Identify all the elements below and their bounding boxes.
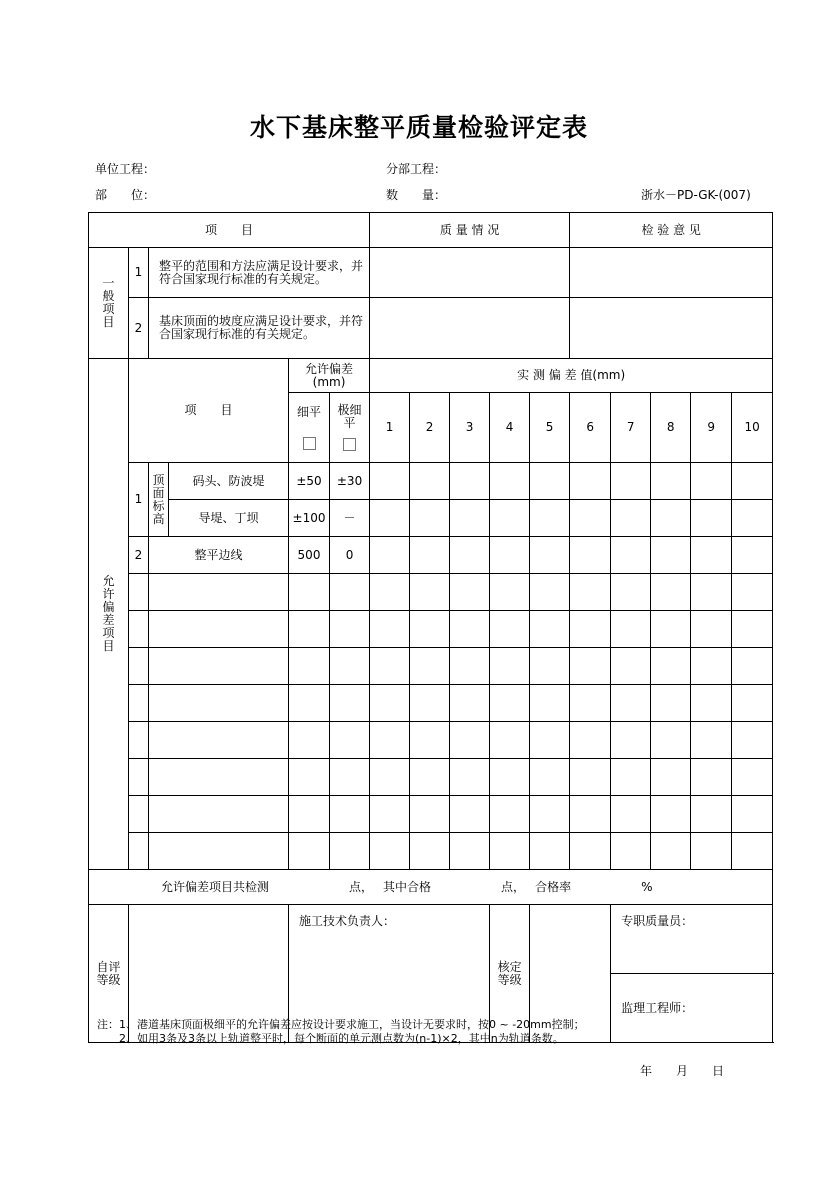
- measure-cell[interactable]: [370, 685, 410, 722]
- measure-cell[interactable]: [450, 833, 490, 870]
- measure-cell[interactable]: [370, 759, 410, 796]
- measure-cell[interactable]: [370, 833, 410, 870]
- measure-col-header: 10: [732, 393, 773, 463]
- measure-cell[interactable]: [410, 611, 450, 648]
- measure-cell[interactable]: [651, 759, 691, 796]
- measure-cell[interactable]: [370, 796, 410, 833]
- measure-cell[interactable]: [611, 574, 651, 611]
- measure-cell[interactable]: [732, 611, 773, 648]
- measure-cell[interactable]: [530, 574, 570, 611]
- measure-cell[interactable]: [370, 574, 410, 611]
- measure-cell[interactable]: [570, 722, 611, 759]
- extra-fine-value: 0: [330, 537, 370, 574]
- measure-cell[interactable]: [732, 500, 773, 537]
- measure-cell[interactable]: [530, 648, 570, 685]
- blank-row: [89, 611, 773, 648]
- summary-percent: %: [641, 879, 653, 894]
- item-name: 导堤、丁坝: [169, 500, 289, 537]
- measure-cell[interactable]: [691, 722, 732, 759]
- blank-row: [89, 685, 773, 722]
- blank-row: [89, 833, 773, 870]
- general-item-no: 2: [129, 298, 149, 359]
- item-name: 码头、防波堤: [169, 463, 289, 500]
- measure-cell[interactable]: [490, 833, 530, 870]
- verify-label: 核定等级: [490, 905, 530, 1043]
- form-code: 浙水－PD-GK-(007): [641, 188, 751, 202]
- measure-cell[interactable]: [450, 759, 490, 796]
- measure-cell[interactable]: [691, 833, 732, 870]
- measure-cell[interactable]: [450, 611, 490, 648]
- notes: [97, 1018, 585, 1046]
- measure-cell[interactable]: [691, 685, 732, 722]
- measure-cell[interactable]: [611, 537, 651, 574]
- measure-cell[interactable]: [410, 648, 450, 685]
- measure-cell[interactable]: [570, 574, 611, 611]
- measure-cell[interactable]: [570, 796, 611, 833]
- opinion-cell[interactable]: [570, 298, 773, 359]
- inspection-table: [88, 212, 773, 1043]
- measure-cell[interactable]: [490, 722, 530, 759]
- measure-cell[interactable]: [450, 685, 490, 722]
- measure-cell[interactable]: [410, 463, 450, 500]
- measure-cell[interactable]: [570, 463, 611, 500]
- measure-cell[interactable]: [530, 796, 570, 833]
- measure-cell[interactable]: [732, 574, 773, 611]
- measure-cell[interactable]: [450, 500, 490, 537]
- measure-col-header: 5: [530, 393, 570, 463]
- measure-cell[interactable]: [490, 463, 530, 500]
- measure-cell[interactable]: [611, 611, 651, 648]
- quality-cell[interactable]: [370, 248, 570, 298]
- measure-cell[interactable]: [651, 463, 691, 500]
- measure-cell[interactable]: [651, 574, 691, 611]
- summary-qualified: 其中合格: [383, 879, 432, 894]
- unit-project-label: 单位工程：: [95, 162, 156, 176]
- measure-cell[interactable]: [530, 500, 570, 537]
- measure-cell[interactable]: [530, 685, 570, 722]
- measure-cell[interactable]: [651, 611, 691, 648]
- blank-row: [89, 759, 773, 796]
- measure-cell[interactable]: [370, 611, 410, 648]
- general-item-no: 1: [129, 248, 149, 298]
- fine-value: 500: [289, 537, 330, 574]
- fine-label: 细平: [296, 404, 321, 419]
- measure-cell[interactable]: [691, 500, 732, 537]
- measure-cell[interactable]: [530, 463, 570, 500]
- measure-col-header: 4: [490, 393, 530, 463]
- measure-cell[interactable]: [732, 833, 773, 870]
- measure-cell[interactable]: [570, 648, 611, 685]
- col-quality-header: 质 量 情 况: [370, 213, 570, 248]
- blank-row: [89, 796, 773, 833]
- measure-cell[interactable]: [651, 685, 691, 722]
- quality-cell[interactable]: [370, 298, 570, 359]
- measure-cell[interactable]: [410, 796, 450, 833]
- measure-cell[interactable]: [370, 537, 410, 574]
- tolerance-items-label: 允许偏差项目: [89, 359, 129, 870]
- measure-cell[interactable]: [732, 648, 773, 685]
- measure-cell[interactable]: [732, 722, 773, 759]
- col-opinion-header: 检 验 意 见: [570, 213, 773, 248]
- measure-cell[interactable]: [530, 611, 570, 648]
- measure-cell[interactable]: [691, 759, 732, 796]
- measure-cell[interactable]: [611, 463, 651, 500]
- tech-lead-label: 施工技术负责人：: [299, 914, 396, 928]
- fine-header: [289, 393, 330, 463]
- measure-cell[interactable]: [370, 463, 410, 500]
- measure-cell[interactable]: [370, 648, 410, 685]
- measure-col-header: 1: [370, 393, 410, 463]
- measure-cell[interactable]: [490, 574, 530, 611]
- extra-fine-checkbox[interactable]: [343, 438, 356, 451]
- measure-cell[interactable]: [490, 685, 530, 722]
- blank-row: [89, 722, 773, 759]
- measured-header: 实 测 偏 差 值(mm): [370, 359, 773, 393]
- surface-item-no: 1: [129, 463, 149, 537]
- general-item-text: 基床顶面的坡度应满足设计要求，并符合国家现行标准的有关规定。: [149, 298, 370, 359]
- measure-cell[interactable]: [410, 833, 450, 870]
- quantity-label: 数 量：: [386, 188, 447, 202]
- measure-cell[interactable]: [651, 722, 691, 759]
- blank-row: [89, 648, 773, 685]
- measure-cell[interactable]: [691, 648, 732, 685]
- part-label: 部 位：: [95, 188, 156, 202]
- measure-cell[interactable]: [732, 759, 773, 796]
- summary-points2: 点，: [501, 879, 526, 894]
- measure-cell[interactable]: [410, 722, 450, 759]
- edge-item-no: 2: [129, 537, 149, 574]
- measure-cell[interactable]: [410, 574, 450, 611]
- col-item-header: 项 目: [89, 213, 370, 248]
- measure-cell[interactable]: [450, 796, 490, 833]
- measure-cell[interactable]: [651, 500, 691, 537]
- measure-cell[interactable]: [490, 759, 530, 796]
- measure-cell[interactable]: [450, 574, 490, 611]
- measure-cell[interactable]: [691, 537, 732, 574]
- blank-row: [89, 574, 773, 611]
- measure-cell[interactable]: [611, 722, 651, 759]
- measure-col-header: 2: [410, 393, 450, 463]
- measure-cell[interactable]: [450, 537, 490, 574]
- fine-value: ±50: [289, 463, 330, 500]
- measure-cell[interactable]: [530, 722, 570, 759]
- measure-cell[interactable]: [611, 648, 651, 685]
- measure-col-header: 9: [691, 393, 732, 463]
- fine-value: ±100: [289, 500, 330, 537]
- extra-fine-header: [330, 393, 370, 463]
- measure-cell[interactable]: [732, 537, 773, 574]
- measure-col-header: 7: [611, 393, 651, 463]
- general-items-label: 一般项目: [89, 248, 129, 359]
- quality-officer-label: 专职质量员：: [621, 914, 694, 928]
- measure-col-header: 6: [570, 393, 611, 463]
- extra-fine-label: 极细平: [337, 403, 362, 430]
- measure-cell[interactable]: [611, 833, 651, 870]
- measure-cell[interactable]: [570, 833, 611, 870]
- measure-cell[interactable]: [732, 685, 773, 722]
- measure-cell[interactable]: [651, 537, 691, 574]
- measure-cell[interactable]: [450, 463, 490, 500]
- summary-points: 点，: [349, 879, 374, 894]
- measure-cell[interactable]: [570, 685, 611, 722]
- summary-rate: 合格率: [535, 879, 572, 894]
- opinion-cell[interactable]: [570, 248, 773, 298]
- surface-label: 顶面标高: [149, 463, 169, 537]
- summary-total: 允许偏差项目共检测: [161, 879, 270, 894]
- note-2: 2、如用3条及3条以上轨道整平时，每个断面的单元测点数为(n-1)×2，其中n为轨道条数。: [97, 1032, 564, 1045]
- measure-cell[interactable]: [490, 796, 530, 833]
- measure-cell[interactable]: [611, 685, 651, 722]
- measure-cell[interactable]: [410, 537, 450, 574]
- measure-cell[interactable]: [530, 759, 570, 796]
- note-1: 注：1、港道基床顶面极细平的允许偏差应按设计要求施工，当设计无要求时，按0 ~ -20mm控制；: [97, 1018, 585, 1031]
- tolerance-header: 允许偏差(mm): [289, 359, 370, 393]
- measure-cell[interactable]: [490, 537, 530, 574]
- measure-cell[interactable]: [691, 574, 732, 611]
- measure-cell[interactable]: [570, 611, 611, 648]
- measure-cell[interactable]: [370, 500, 410, 537]
- measure-cell[interactable]: [570, 500, 611, 537]
- measure-cell[interactable]: [691, 463, 732, 500]
- extra-fine-value: －: [330, 500, 370, 537]
- measure-cell[interactable]: [691, 611, 732, 648]
- measure-cell[interactable]: [490, 648, 530, 685]
- measure-cell[interactable]: [651, 796, 691, 833]
- measure-cell[interactable]: [530, 833, 570, 870]
- measure-cell[interactable]: [651, 833, 691, 870]
- quality-officer-cell[interactable]: [611, 905, 773, 974]
- measure-cell[interactable]: [732, 796, 773, 833]
- supervisor-cell[interactable]: [611, 974, 773, 1043]
- measure-cell[interactable]: [450, 648, 490, 685]
- item-header: 项 目: [129, 359, 289, 463]
- fine-checkbox[interactable]: [303, 437, 316, 450]
- measure-col-header: 3: [450, 393, 490, 463]
- measure-cell[interactable]: [570, 759, 611, 796]
- item-name: 整平边线: [149, 537, 289, 574]
- summary-row: [89, 870, 773, 905]
- measure-cell[interactable]: [530, 537, 570, 574]
- page-title: 水下基床整平质量检验评定表: [249, 113, 588, 142]
- general-item-text: 整平的范围和方法应满足设计要求，并符合国家现行标准的有关规定。: [149, 248, 370, 298]
- self-eval-label: 自评等级: [89, 905, 129, 1043]
- measure-cell[interactable]: [611, 796, 651, 833]
- measure-cell[interactable]: [370, 722, 410, 759]
- measure-cell[interactable]: [490, 500, 530, 537]
- measure-cell[interactable]: [490, 611, 530, 648]
- measure-cell[interactable]: [410, 685, 450, 722]
- measure-cell[interactable]: [651, 648, 691, 685]
- date-label: 年 月 日: [640, 1064, 725, 1078]
- measure-cell[interactable]: [611, 500, 651, 537]
- measure-cell[interactable]: [691, 796, 732, 833]
- measure-cell[interactable]: [732, 463, 773, 500]
- measure-cell[interactable]: [410, 500, 450, 537]
- measure-cell[interactable]: [611, 759, 651, 796]
- sub-project-label: 分部工程：: [386, 162, 447, 176]
- supervisor-label: 监理工程师：: [621, 1000, 694, 1015]
- measure-cell[interactable]: [410, 759, 450, 796]
- measure-col-header: 8: [651, 393, 691, 463]
- measure-cell[interactable]: [450, 722, 490, 759]
- measure-cell[interactable]: [570, 537, 611, 574]
- extra-fine-value: ±30: [330, 463, 370, 500]
